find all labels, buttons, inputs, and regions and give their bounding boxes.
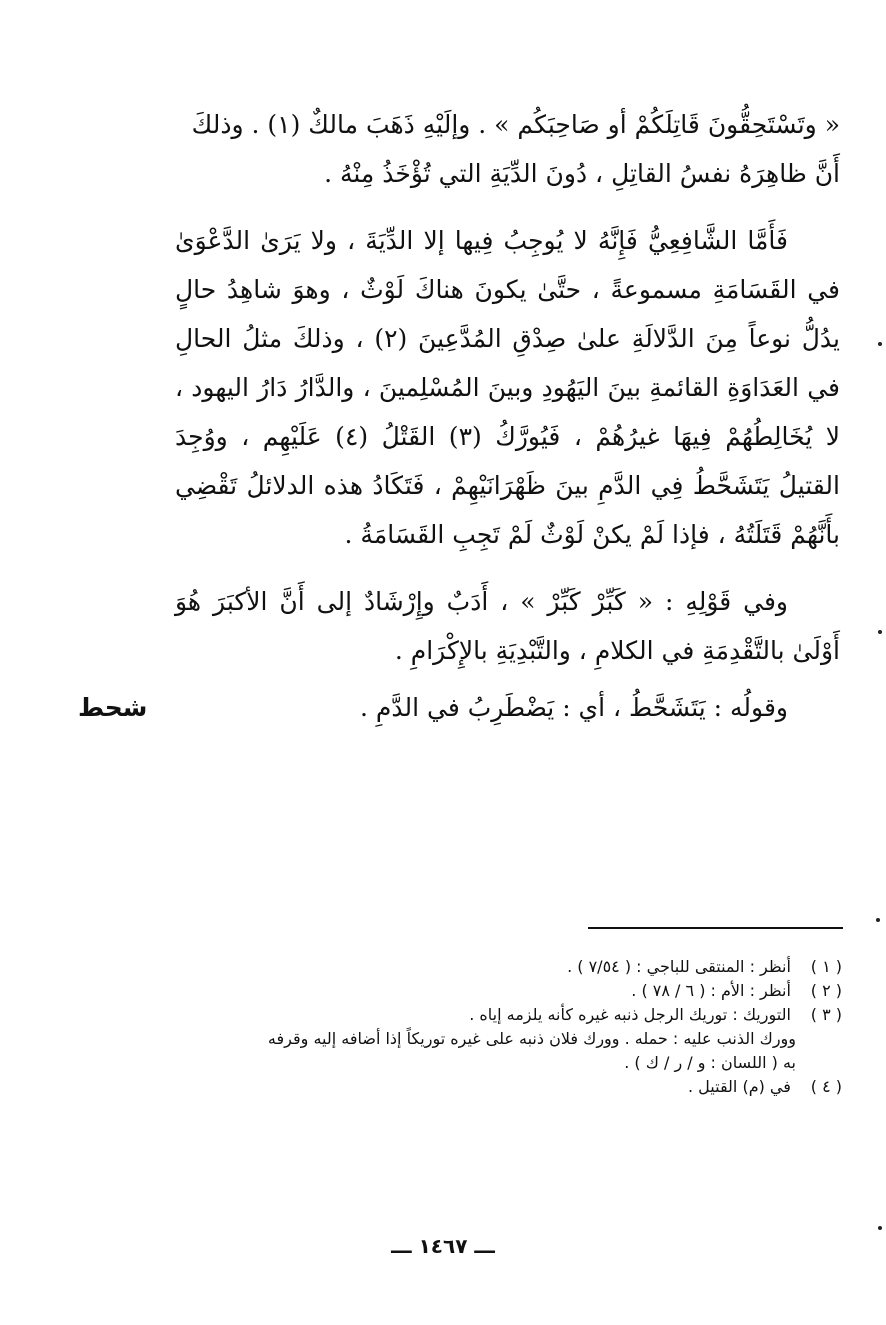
paragraph-gap (175, 198, 840, 216)
paragraph-gap (175, 559, 840, 577)
page-number: ـــ ١٤٦٧ ـــ (391, 1234, 495, 1258)
paragraph-4: وقولُه : يَتَشَحَّطُ ، أي : يَضْطَرِبُ في الدَّمِ . (360, 693, 788, 722)
paragraph-2: فَأَمَّا الشَّافِعِيُّ فَإِنَّهُ لا يُوجِبُ فِيها إلا الدِّيَةَ ، ولا يَرَىٰ الدَّعْوَىٰ في القَسَامَةِ مسموعةً ، حتَّىٰ يكونَ هناكَ لَوْثٌ ، وهوَ شاهِدُ حالٍ يدُلُّ نوعاً مِنَ الدَّلالَةِ علىٰ صِدْقِ المُدَّعِينَ (٢) ، وذلكَ مثلُ الحالِ في العَدَاوَةِ القائمةِ بينَ اليَهُودِ وبينَ المُسْلِمينَ ، والدَّارُ دَارُ اليهود ، لا يُخَالِطُهُمْ فِيهَا غيرُهُمْ ، فَيُورَّكُ (٣) القَتْلُ (٤) عَلَيْهِم ، ووُجِدَ القتيلُ يَتَشَحَّطُ فِي الدَّمِ بينَ ظَهْرَانَيْهِمْ ، فَتَكَادُ هذه الدلائلُ تَقْضِي بأَنَّهُمْ قَتَلَتُهُ ، فإذا لَمْ يكنْ لَوْثٌ لَمْ تَجِبِ القَسَامَةُ . (175, 226, 841, 549)
footnote-separator (588, 927, 843, 929)
paragraph-1-line-1: « وتَسْتَحِقُّونَ قَاتِلَكُمْ أو صَاحِبَكُم » . وإلَيْهِ ذَهَبَ مالكٌ (١) . وذلكَ (191, 110, 840, 139)
footnote-2 (170, 979, 842, 1003)
footnote-number: ( ٢ ) (810, 981, 842, 1000)
footnote-number: ( ١ ) (810, 957, 842, 976)
scan-speck (878, 342, 882, 346)
margin-keyword: شحط (78, 693, 148, 722)
paragraph-gap (175, 675, 840, 683)
footnote-3-continuation-line-2: به ( اللسان : و / ر / ك ) . (624, 1053, 796, 1072)
footnote-3-continuation-line-1: وورك الذنب عليه : حمله . وورك فلان ذنبه على غيره توريكاً إذا أضافه إليه وقرفه (267, 1029, 796, 1048)
footnote-text: التوريك : توريك الرجل ذنبه غيره كأنه يلزمه إياه . (469, 1005, 791, 1024)
footnotes (170, 955, 842, 1099)
scan-speck (878, 630, 882, 634)
scan-speck (878, 1226, 882, 1230)
footnote-text: في (م) القتيل . (688, 1077, 791, 1096)
footnote-text: أنظر : المنتقى للباجي : ( ٧/٥٤ ) . (567, 957, 791, 976)
footnote-text: أنظر : الأم : ( ٦ / ٧٨ ) . (631, 981, 791, 1000)
footnote-4 (170, 1075, 842, 1099)
paragraph-3: وفي قَوْلِهِ : « كَبِّرْ كَبِّرْ » ، أَدَبٌ وإِرْشَادٌ إلى أَنَّ الأكبَرَ هُوَ أَوْلَىٰ بالتَّقْدِمَةِ في الكلامِ ، والتَّبْدِيَةِ بالإِكْرَامِ . (175, 587, 840, 665)
footnote-1 (170, 955, 842, 979)
footnote-number: ( ٤ ) (810, 1077, 842, 1096)
scan-speck (876, 918, 880, 922)
paragraph-1-line-2: أَنَّ ظاهِرَهُ نفسُ القاتِلِ ، دُونَ الدِّيَةِ التي تُؤْخَذُ مِنْهُ . (324, 159, 840, 188)
main-text-block (175, 100, 840, 732)
footnote-number: ( ٣ ) (810, 1005, 842, 1024)
footnote-3 (170, 1003, 842, 1027)
